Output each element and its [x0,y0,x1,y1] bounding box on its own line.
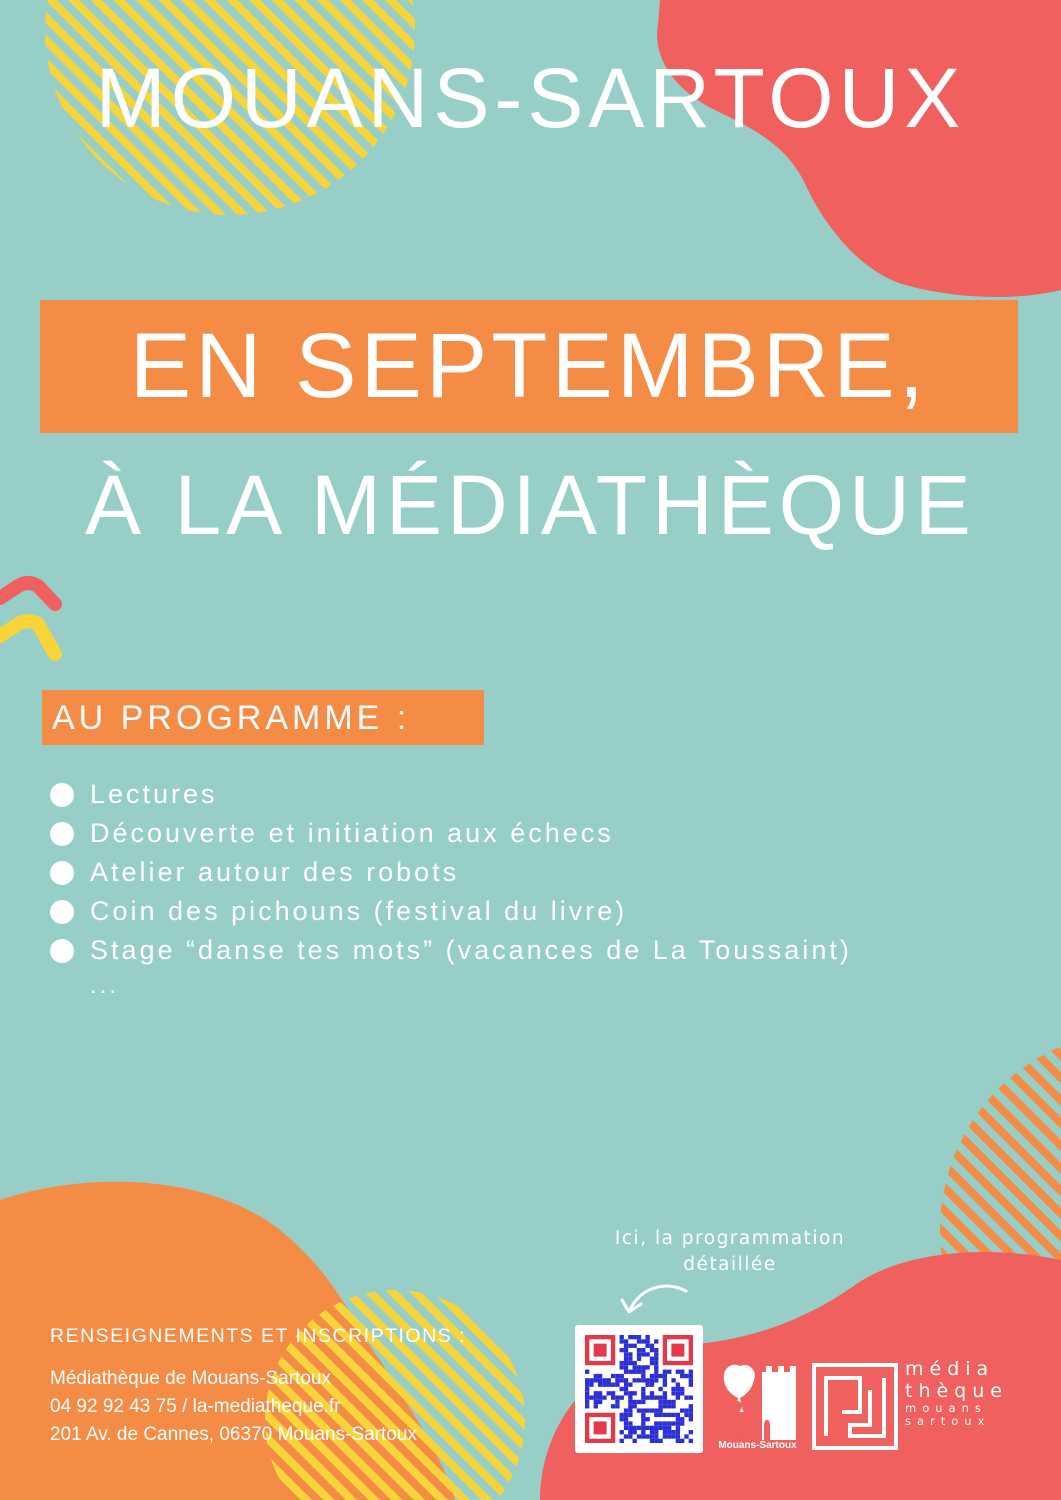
list-item-label: Atelier autour des robots [90,857,460,887]
qr-code-icon [585,1335,693,1443]
contact-address: 201 Av. de Cannes, 06370 Mouans-Sartoux [50,1424,417,1445]
contact-name: Médiathèque de Mouans-Sartoux [50,1368,331,1389]
list-item [50,892,852,931]
logo-text-sartoux: sartoux [905,1414,991,1428]
bullet-icon [50,939,74,963]
qr-caption-line-1: Ici, la programmation [614,1228,846,1249]
programme-title: AU PROGRAMME : [52,699,411,737]
list-item [50,931,852,970]
bullet-icon [50,822,74,846]
mediatheque-logo-text [905,1358,1008,1428]
contact-phone-web[interactable]: 04 92 92 43 75 / la-mediatheque.fr [50,1396,341,1417]
list-item-label: Découverte et initiation aux échecs [90,818,614,848]
logo-text-media: média [905,1358,995,1380]
list-item-label: Lectures [90,779,218,809]
programme-more: ... [90,972,120,999]
bullet-icon [50,900,74,924]
chevron-up-yellow-icon [0,621,55,654]
city-title: MOUANS-SARTOUX [95,51,966,145]
bullet-icon [50,783,74,807]
list-item [50,814,852,853]
contact-title: RENSEIGNEMENTS ET INSCRIPTIONS : [50,1325,467,1347]
list-item [50,775,852,814]
list-item [50,853,852,892]
qr-code[interactable] [575,1325,703,1453]
headline-line-1: EN SEPTEMBRE, [129,315,929,417]
chevron-up-coral-icon [0,583,55,604]
qr-caption-line-2: détaillée [683,1254,777,1275]
bullet-icon [50,861,74,885]
list-item-label: Stage “danse tes mots” (vacances de La Toussaint) [90,935,852,965]
logo-text-mouans: mouans [905,1401,987,1415]
town-logo-name: Mouans-Sartoux [718,1440,797,1451]
coral-blob-top-right [657,0,1061,297]
headline-line-2: À LA MÉDIATHÈQUE [85,458,976,552]
curved-arrow-icon [622,1286,686,1312]
list-item-label: Coin des pichouns (festival du livre) [90,896,628,926]
qr-caption [575,1226,885,1278]
logo-text-theque: thèque [905,1380,1008,1402]
programme-list [50,775,852,970]
